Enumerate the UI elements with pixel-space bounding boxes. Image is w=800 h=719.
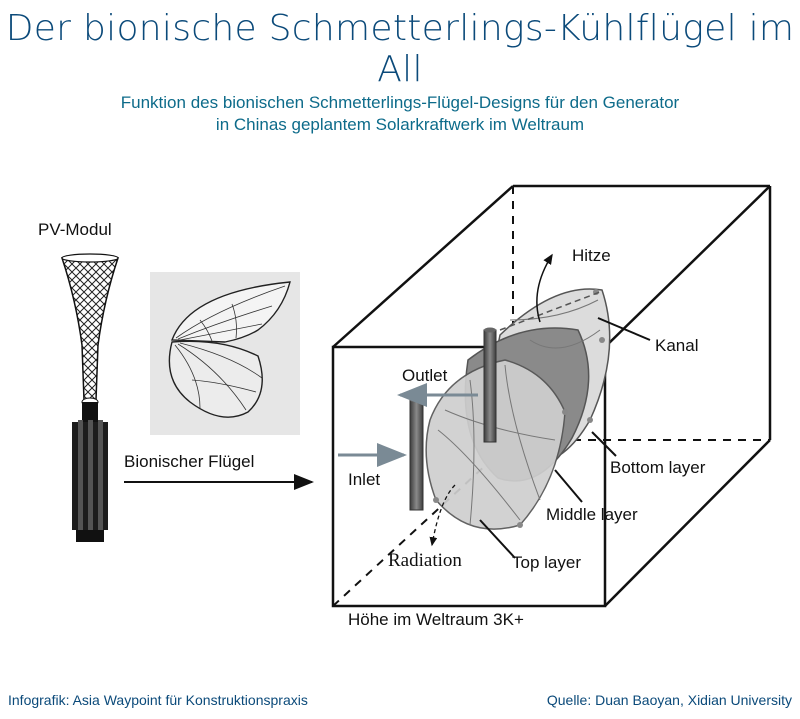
inlet-label: Inlet — [348, 470, 381, 489]
subtitle-line-1: Funktion des bionischen Schmetterlings-Flügel-Designs für den Generator — [120, 93, 680, 112]
source-text: Quelle: Duan Baoyan, Xidian University — [546, 692, 792, 708]
top-layer-label: Top layer — [512, 553, 581, 572]
butterfly-wing-image — [150, 272, 300, 435]
page-title: Der bionische Schmetterlings-Kühlflügel im All — [5, 8, 795, 90]
pv-module-label: PV-Modul — [38, 220, 112, 239]
outlet-label: Outlet — [402, 366, 448, 385]
bottom-layer-label: Bottom layer — [610, 458, 706, 477]
subtitle-line-2: in Chinas geplantem Solarkraftwerk im Weltraum — [215, 115, 585, 134]
middle-layer-label: Middle layer — [546, 505, 638, 524]
heat-label: Hitze — [572, 246, 611, 265]
altitude-label: Höhe im Weltraum 3K+ — [348, 610, 524, 629]
cooling-wing-layers — [426, 289, 610, 529]
credit-text: Infografik: Asia Waypoint für Konstruktionspraxis — [8, 692, 308, 708]
pv-module-illustration — [62, 254, 118, 542]
radiation-label: Radiation — [388, 550, 462, 571]
bionic-wing-label: Bionischer Flügel — [124, 452, 255, 471]
channel-label: Kanal — [655, 336, 699, 355]
